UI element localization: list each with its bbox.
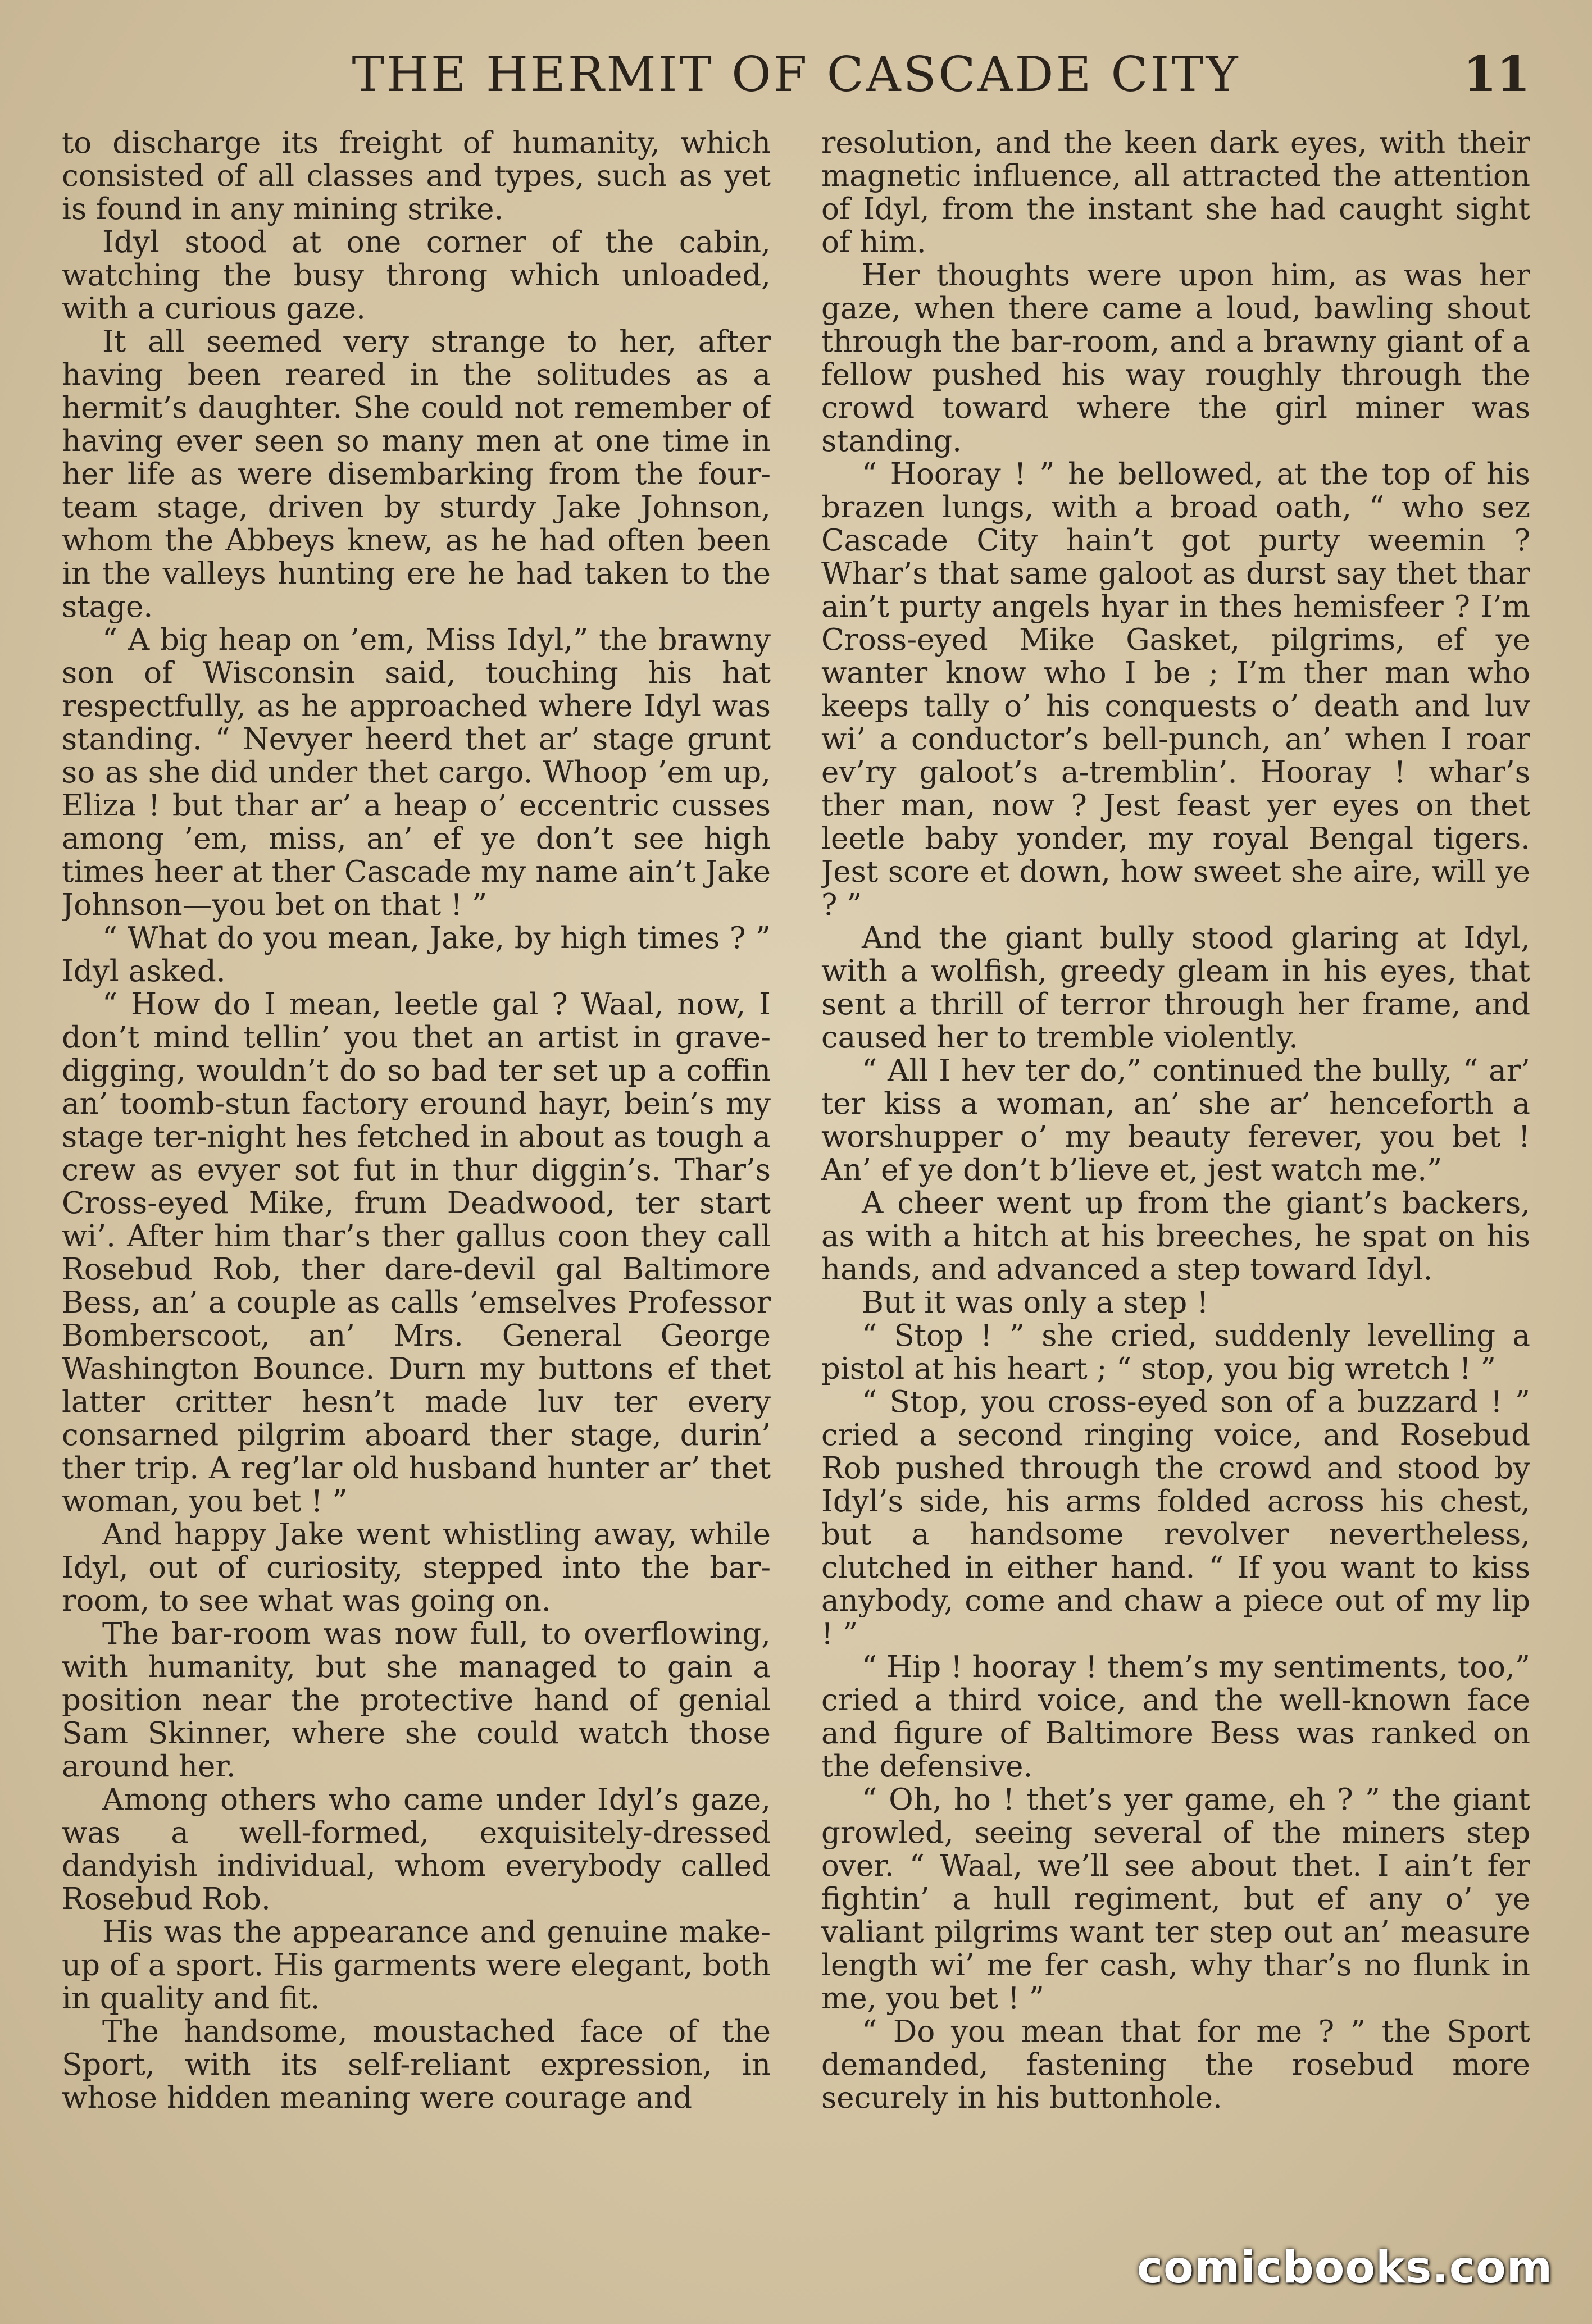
paragraph: “ All I hev ter do,” continued the bully, “ ar’ ter kiss a woman, an’ she ar’ henceforth a worshupper o’ my beauty ferever, you bet ! An’ ef ye don’t b’lieve et, jest watch me.”	[821, 1054, 1530, 1187]
paragraph: The bar-room was now full, to overflowing, with humanity, but she managed to gain a position near the protective hand of genial Sam Skinner, where she could watch those around her.	[62, 1617, 771, 1784]
paragraph: to discharge its freight of humanity, which consisted of all classes and types, such as yet is found in any mining strike.	[62, 126, 771, 226]
watermark: comicbooks.com	[1136, 2243, 1553, 2293]
paragraph: And happy Jake went whistling away, while Idyl, out of curiosity, stepped into the bar-room, to see what was going on.	[62, 1518, 771, 1618]
paragraph: “ Stop, you cross-eyed son of a buzzard ! ” cried a second ringing voice, and Rosebud Rob pushed through the crowd and stood by Idyl’s side, his arms folded across his chest, but a handsome revolver nevertheless, clutched in either hand. “ If you want to kiss anybody, come and chaw a piece out of my lip ! ”	[821, 1385, 1530, 1651]
paragraph: A cheer went up from the giant’s backers, as with a hitch at his breeches, he spat on his hands, and advanced a step toward Idyl.	[821, 1186, 1530, 1287]
paragraph: And the giant bully stood glaring at Idyl, with a wolfish, greedy gleam in his eyes, that sent a thrill of terror through her frame, and caused her to tremble violently.	[821, 921, 1530, 1055]
paragraph: “ What do you mean, Jake, by high times ? ” Idyl asked.	[62, 921, 771, 988]
paragraph: “ Hip ! hooray ! them’s my sentiments, too,” cried a third voice, and the well-known face and figure of Baltimore Bess was ranked on the defensive.	[821, 1650, 1530, 1784]
paragraph: “ Oh, ho ! thet’s yer game, eh ? ” the giant growled, seeing several of the miners step over. “ Waal, we’ll see about thet. I ain’t fer fightin’ a hull regiment, but ef any o’ ye valiant pilgrims want ter step out an’ measure length wi’ me fer cash, why thar’s no flunk in me, you bet ! ”	[821, 1783, 1530, 2016]
paragraph: But it was only a step !	[862, 1286, 1209, 1320]
paragraph: “ How do I mean, leetle gal ? Waal, now, I don’t mind tellin’ you thet an artist in grave-digging, wouldn’t do so bad ter set up a coffin an’ toomb-stun factory eround hayr, bein’s my stage ter-night hes fetched in about as tough a crew as evyer sot fut in thur diggin’s. Thar’s Cross-eyed Mike, frum Deadwood, ter start wi’. After him thar’s ther gallus coon they call Rosebud Rob, ther dare-devil gal Baltimore Bess, an’ a couple as calls ’emselves Professor Bomberscoot, an’ Mrs. General George Washington Bounce. Durn my buttons ef thet latter critter hesn’t made luv ter every consarned pilgrim aboard ther stage, durin’ ther trip. A reg’lar old husband hunter ar’ thet woman, you bet ! ”	[62, 987, 771, 1519]
paragraph: Her thoughts were upon him, as was her gaze, when there came a loud, bawling shout through the bar-room, and a brawny giant of a fellow pushed his way roughly through the crowd toward where the girl miner was standing.	[821, 258, 1530, 458]
page-number: 11	[1463, 46, 1530, 103]
paragraph: Idyl stood at one corner of the cabin, watching the busy throng which unloaded, with a curious gaze.	[62, 225, 771, 326]
running-title: THE HERMIT OF CASCADE CITY	[352, 47, 1240, 103]
paragraph: It all seemed very strange to her, after having been reared in the solitudes as a hermit’s daughter. She could not remember of having ever seen so many men at one time in her life as were disembarking from the four-team stage, driven by sturdy Jake Johnson, whom the Abbeys knew, as he had often been in the valleys hunting ere he had taken to the stage.	[62, 325, 771, 624]
paragraph: Among others who came under Idyl’s gaze, was a well-formed, exquisitely-dressed dandyish individual, whom everybody called Rosebud Rob.	[62, 1783, 771, 1916]
right-column	[821, 126, 1530, 2216]
left-column	[62, 126, 771, 2216]
paragraph: “ Hooray ! ” he bellowed, at the top of his brazen lungs, with a broad oath, “ who sez Cascade City hain’t got purty weemin ? Whar’s that same galoot as durst say thet thar ain’t purty angels hyar in thes hemisfeer ? I’m Cross-eyed Mike Gasket, pilgrims, ef ye wanter know who I be ; I’m ther man who keeps tally o’ his conquests o’ death and luv wi’ a conductor’s bell-punch, an’ when I roar ev’ry galoot’s a-tremblin’. Hooray ! whar’s ther man, now ? Jest feast yer eyes on thet leetle baby yonder, my royal Bengal tigers. Jest score et down, how sweet she aire, will ye ? ”	[821, 457, 1530, 922]
paragraph: “ A big heap on ’em, Miss Idyl,” the brawny son of Wisconsin said, touching his hat respectfully, as he approached where Idyl was standing. “ Nevyer heerd thet ar’ stage grunt so as she did under thet cargo. Whoop ’em up, Eliza ! but thar ar’ a heap o’ eccentric cusses among ’em, miss, an’ ef ye don’t see high times heer at ther Cascade my name ain’t Jake Johnson—you bet on that ! ”	[62, 623, 771, 922]
paragraph: “ Stop ! ” she cried, suddenly levelling a pistol at his heart ; “ stop, you big wretch ! ”	[821, 1319, 1530, 1386]
paragraph: resolution, and the keen dark eyes, with their magnetic influence, all attracted the attention of Idyl, from the instant she had caught sight of him.	[821, 126, 1530, 259]
page-header	[62, 44, 1530, 106]
paragraph: “ Do you mean that for me ? ” the Sport demanded, fastening the rosebud more securely in his buttonhole.	[821, 2015, 1530, 2115]
paragraph: His was the appearance and genuine make-up of a sport. His garments were elegant, both in quality and fit.	[62, 1915, 771, 2016]
paragraph: The handsome, moustached face of the Sport, with its self-reliant expression, in whose hidden meaning were courage and	[62, 2015, 771, 2115]
